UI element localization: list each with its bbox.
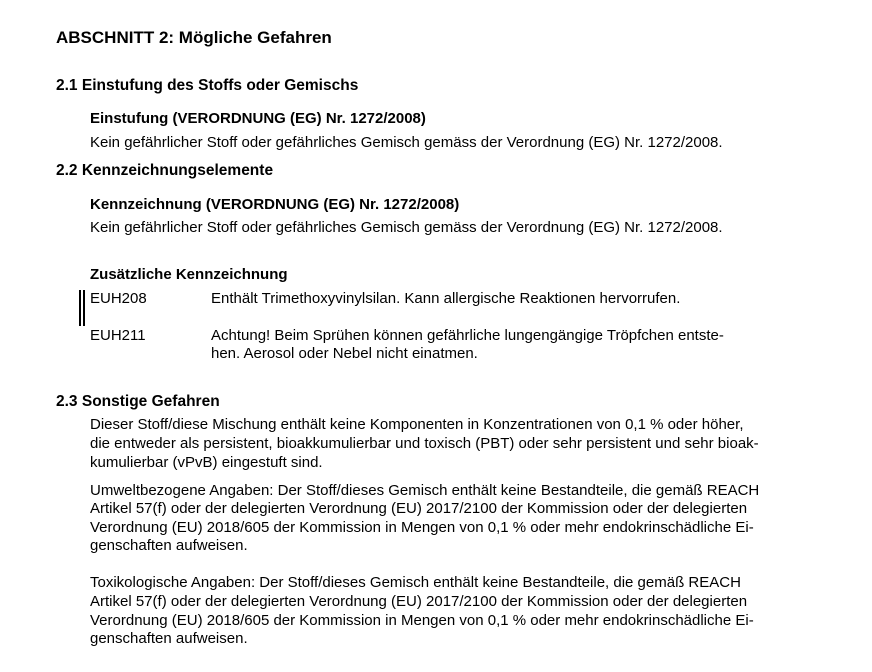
- subsection-2-1-heading: 2.1 Einstufung des Stoffs oder Gemischs: [56, 77, 359, 94]
- subsection-2-3-heading: 2.3 Sonstige Gefahren: [56, 393, 220, 410]
- section-title: ABSCHNITT 2: Mögliche Gefahren: [56, 28, 332, 47]
- revision-change-bar: [79, 290, 85, 326]
- toxicology-paragraph-line: genschaften aufweisen.: [90, 630, 248, 647]
- pbt-paragraph-line: kumulierbar (vPvB) eingestuft sind.: [90, 454, 323, 471]
- hazard-code: EUH211: [90, 327, 146, 344]
- einstufung-text: Kein gefährlicher Stoff oder gefährliches Gemisch gemäss der Verordnung (EG) Nr. 1272/2008.: [90, 134, 723, 151]
- zusaetzliche-kennzeichnung-heading: Zusätzliche Kennzeichnung: [90, 266, 288, 283]
- toxicology-paragraph-line: Artikel 57(f) oder der delegierten Verordnung (EU) 2017/2100 der Kommission oder der delegierten: [90, 593, 748, 610]
- hazard-statement-line: hen. Aerosol oder Nebel nicht einatmen.: [211, 345, 478, 362]
- environment-paragraph-line: Umweltbezogene Angaben: Der Stoff/dieses Gemisch enthält keine Bestandteile, die gemäß REACH: [90, 482, 760, 499]
- kennzeichnung-text: Kein gefährlicher Stoff oder gefährliches Gemisch gemäss der Verordnung (EG) Nr. 1272/2008.: [90, 219, 723, 236]
- einstufung-heading: Einstufung (VERORDNUNG (EG) Nr. 1272/2008): [90, 110, 426, 127]
- pbt-paragraph-line: Dieser Stoff/diese Mischung enthält keine Komponenten in Konzentrationen von 0,1 % oder höher,: [90, 416, 744, 433]
- toxicology-paragraph-line: Toxikologische Angaben: Der Stoff/dieses Gemisch enthält keine Bestandteile, die gemäß REACH: [90, 574, 741, 591]
- hazard-code: EUH208: [90, 290, 147, 307]
- environment-paragraph-line: Verordnung (EU) 2018/605 der Kommission in Mengen von 0,1 % oder mehr endokrinschädliche Ei-: [90, 519, 754, 536]
- environment-paragraph-line: Artikel 57(f) oder der delegierten Verordnung (EU) 2017/2100 der Kommission oder der delegierten: [90, 500, 748, 517]
- subsection-2-2-heading: 2.2 Kennzeichnungselemente: [56, 162, 274, 179]
- kennzeichnung-heading: Kennzeichnung (VERORDNUNG (EG) Nr. 1272/2008): [90, 196, 460, 213]
- hazard-statement-line: Enthält Trimethoxyvinylsilan. Kann allergische Reaktionen hervorrufen.: [211, 290, 681, 307]
- environment-paragraph-line: genschaften aufweisen.: [90, 537, 248, 554]
- hazard-statement-line: Achtung! Beim Sprühen können gefährliche lungengängige Tröpfchen entste-: [211, 327, 724, 344]
- pbt-paragraph-line: die entweder als persistent, bioakkumulierbar und toxisch (PBT) oder sehr persistent und sehr bioak-: [90, 435, 759, 452]
- toxicology-paragraph-line: Verordnung (EU) 2018/605 der Kommission in Mengen von 0,1 % oder mehr endokrinschädliche Ei-: [90, 612, 754, 629]
